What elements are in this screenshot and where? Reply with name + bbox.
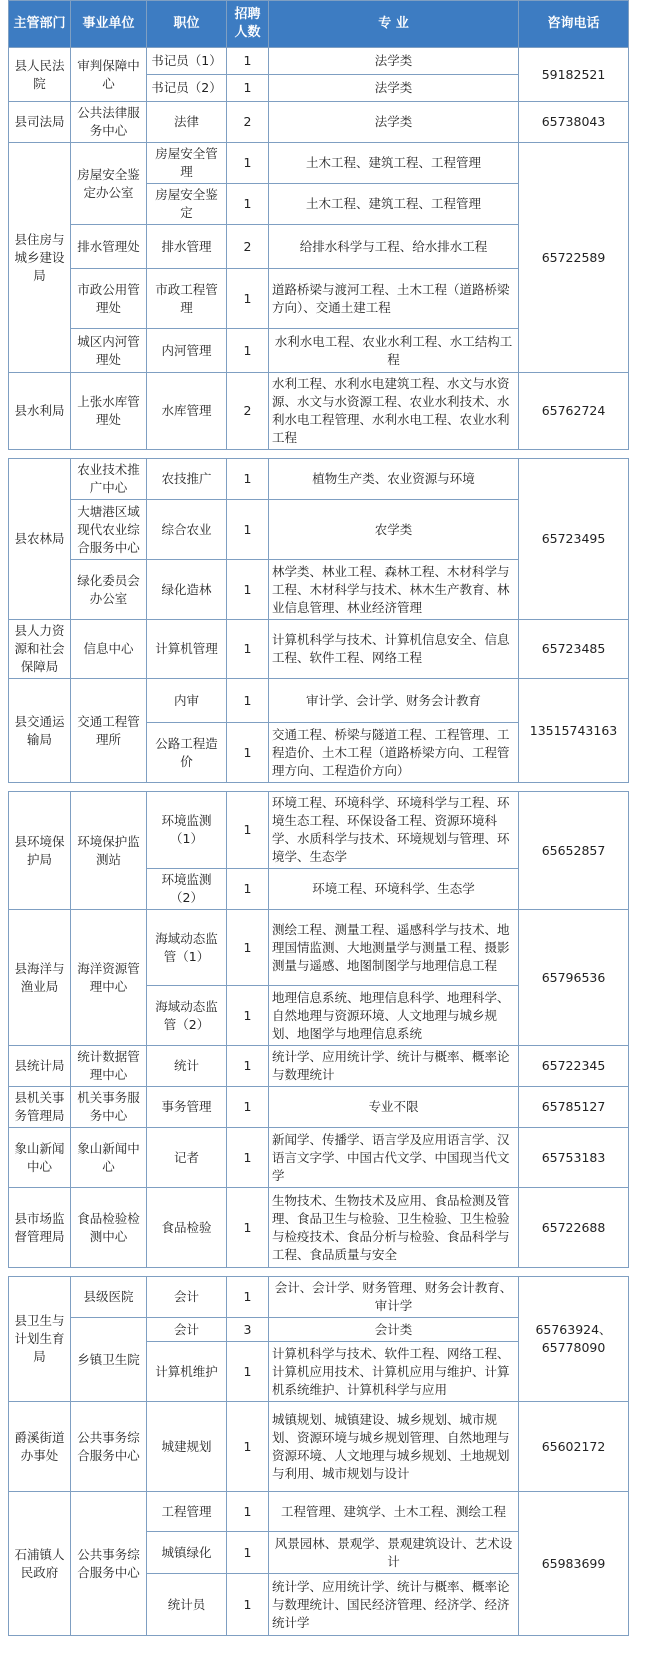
count-cell: 1 [227,75,269,102]
position-cell: 工程管理 [147,1492,227,1532]
unit-cell: 象山新闻中心 [71,1128,147,1188]
count-cell: 1 [227,329,269,373]
table-row [9,1188,629,1268]
major-cell: 计算机科学与技术、软件工程、网络工程、计算机应用技术、计算机应用与维护、计算机系统维护、计算机科学与应用 [269,1342,519,1402]
table-row [9,910,629,986]
major-cell: 林学类、林业工程、森林工程、木材科学与工程、木材科学与技术、林木生产教育、林业信息管理、林业经济管理 [269,560,519,620]
count-cell: 1 [227,792,269,869]
count-cell: 2 [227,102,269,143]
dept-cell: 县农林局 [9,459,71,620]
position-cell: 市政工程管理 [147,269,227,329]
recruitment-table-section-1 [8,0,629,450]
major-cell: 审计学、会计学、财务会计教育 [269,679,519,723]
position-cell: 绿化造林 [147,560,227,620]
unit-cell: 公共事务综合服务中心 [71,1402,147,1492]
dept-cell: 县人民法院 [9,48,71,102]
phone-cell: 65753183 [519,1128,629,1188]
dept-cell: 石浦镇人民政府 [9,1492,71,1636]
count-cell: 1 [227,910,269,986]
major-cell: 测绘工程、测量工程、遥感科学与技术、地理国情监测、大地测量学与测量工程、摄影测量与遥感、地图制图学与地理信息工程 [269,910,519,986]
dept-cell: 县市场监督管理局 [9,1188,71,1268]
position-cell: 内审 [147,679,227,723]
major-cell: 水利工程、水利水电建筑工程、水文与水资源、水文与水资源工程、农业水利技术、水利水电工程管理、水利水电工程、农业水利工程 [269,373,519,450]
table-row [9,1277,629,1318]
count-cell: 1 [227,1188,269,1268]
count-cell: 1 [227,269,269,329]
count-cell: 1 [227,1342,269,1402]
table-row [9,792,629,869]
major-cell: 统计学、应用统计学、统计与概率、概率论与数理统计 [269,1046,519,1087]
table-row [9,1402,629,1492]
position-cell: 内河管理 [147,329,227,373]
major-cell: 风景园林、景观学、景观建筑设计、艺术设计 [269,1532,519,1574]
position-cell: 环境监测（1） [147,792,227,869]
dept-cell: 县海洋与渔业局 [9,910,71,1046]
unit-cell: 信息中心 [71,620,147,679]
position-cell: 食品检验 [147,1188,227,1268]
unit-cell: 城区内河管理处 [71,329,147,373]
count-cell: 1 [227,184,269,225]
unit-cell: 房屋安全鉴定办公室 [71,143,147,225]
count-cell: 1 [227,1492,269,1532]
dept-cell: 县司法局 [9,102,71,143]
count-cell: 1 [227,869,269,910]
table-row [9,102,629,143]
dept-cell: 县水利局 [9,373,71,450]
phone-cell: 65738043 [519,102,629,143]
count-cell: 1 [227,143,269,184]
position-cell: 法律 [147,102,227,143]
major-cell: 环境工程、环境科学、生态学 [269,869,519,910]
major-cell: 会计、会计学、财务管理、财务会计教育、审计学 [269,1277,519,1318]
dept-cell: 县统计局 [9,1046,71,1087]
table-row [9,48,629,75]
table-row [9,620,629,679]
position-cell: 计算机维护 [147,1342,227,1402]
major-cell: 生物技术、生物技术及应用、食品检测及管理、食品卫生与检验、卫生检验、卫生检验与检疫技术、食品分析与检验、食品科学与工程、食品质量与安全 [269,1188,519,1268]
unit-cell: 海洋资源管理中心 [71,910,147,1046]
unit-cell: 农业技术推广中心 [71,459,147,500]
major-cell: 环境工程、环境科学、环境科学与工程、环境生态工程、环保设备工程、资源环境科学、水质科学与技术、环境规划与管理、环境学、生态学 [269,792,519,869]
header-unit: 事业单位 [71,1,147,48]
count-cell: 1 [227,1087,269,1128]
dept-cell: 县人力资源和社会保障局 [9,620,71,679]
unit-cell: 绿化委员会办公室 [71,560,147,620]
table-row [9,1128,629,1188]
major-cell: 法学类 [269,102,519,143]
phone-cell: 65763924、65778090 [519,1277,629,1402]
phone-cell: 65722589 [519,143,629,373]
position-cell: 会计 [147,1277,227,1318]
position-cell: 排水管理 [147,225,227,269]
count-cell: 1 [227,986,269,1046]
count-cell: 1 [227,1574,269,1636]
position-cell: 记者 [147,1128,227,1188]
dept-cell: 爵溪街道办事处 [9,1402,71,1492]
position-cell: 海域动态监管（2） [147,986,227,1046]
recruitment-table-container [8,0,648,1636]
phone-cell: 13515743163 [519,679,629,783]
count-cell: 1 [227,1277,269,1318]
dept-cell: 县交通运输局 [9,679,71,783]
phone-cell: 65722345 [519,1046,629,1087]
unit-cell: 公共法律服务中心 [71,102,147,143]
count-cell: 1 [227,48,269,75]
table-row [9,459,629,500]
unit-cell: 排水管理处 [71,225,147,269]
major-cell: 植物生产类、农业资源与环境 [269,459,519,500]
major-cell: 法学类 [269,75,519,102]
table-row [9,679,629,723]
table-row [9,1046,629,1087]
dept-cell: 县住房与城乡建设局 [9,143,71,373]
major-cell: 道路桥梁与渡河工程、土木工程（道路桥梁方向）、交通土建工程 [269,269,519,329]
position-cell: 公路工程造价 [147,723,227,783]
count-cell: 2 [227,225,269,269]
position-cell: 计算机管理 [147,620,227,679]
major-cell: 交通工程、桥梁与隧道工程、工程管理、工程造价、土木工程（道路桥梁方向、工程管理方向、工程造价方向） [269,723,519,783]
major-cell: 法学类 [269,48,519,75]
major-cell: 会计类 [269,1318,519,1342]
count-cell: 1 [227,679,269,723]
phone-cell: 65602172 [519,1402,629,1492]
major-cell: 土木工程、建筑工程、工程管理 [269,184,519,225]
header-dept: 主管部门 [9,1,71,48]
position-cell: 房屋安全鉴定 [147,184,227,225]
position-cell: 房屋安全管理 [147,143,227,184]
unit-cell: 市政公用管理处 [71,269,147,329]
unit-cell: 统计数据管理中心 [71,1046,147,1087]
major-cell: 城镇规划、城镇建设、城乡规划、城市规划、资源环境与城乡规划管理、自然地理与资源环境、人文地理与城乡规划、土地规划与利用、城市规划与设计 [269,1402,519,1492]
phone-cell: 65983699 [519,1492,629,1636]
unit-cell: 环境保护监测站 [71,792,147,910]
count-cell: 1 [227,1128,269,1188]
major-cell: 地理信息系统、地理信息科学、地理科学、自然地理与资源环境、人文地理与城乡规划、地图学与地理信息系统 [269,986,519,1046]
dept-cell: 象山新闻中心 [9,1128,71,1188]
recruitment-table-section-3 [8,791,629,1268]
recruitment-table-section-2 [8,458,629,783]
position-cell: 环境监测（2） [147,869,227,910]
position-cell: 海域动态监管（1） [147,910,227,986]
header-position: 职位 [147,1,227,48]
position-cell: 书记员（2） [147,75,227,102]
count-cell: 1 [227,1402,269,1492]
dept-cell: 县环境保护局 [9,792,71,910]
count-cell: 1 [227,1046,269,1087]
major-cell: 工程管理、建筑学、土木工程、测绘工程 [269,1492,519,1532]
count-cell: 1 [227,459,269,500]
header-phone: 咨询电话 [519,1,629,48]
recruitment-table-section-4 [8,1276,629,1636]
position-cell: 书记员（1） [147,48,227,75]
table-row [9,1087,629,1128]
count-cell: 1 [227,1532,269,1574]
position-cell: 会计 [147,1318,227,1342]
position-cell: 农技推广 [147,459,227,500]
unit-cell: 机关事务服务中心 [71,1087,147,1128]
dept-cell: 县卫生与计划生育局 [9,1277,71,1402]
position-cell: 综合农业 [147,500,227,560]
header-major: 专 业 [269,1,519,48]
phone-cell: 65785127 [519,1087,629,1128]
unit-cell: 交通工程管理所 [71,679,147,783]
major-cell: 土木工程、建筑工程、工程管理 [269,143,519,184]
table-row [9,1492,629,1532]
unit-cell: 审判保障中心 [71,48,147,102]
header-count: 招聘人数 [227,1,269,48]
count-cell: 3 [227,1318,269,1342]
table-row [9,143,629,184]
phone-cell: 65762724 [519,373,629,450]
major-cell: 新闻学、传播学、语言学及应用语言学、汉语言文字学、中国古代文学、中国现当代文学 [269,1128,519,1188]
count-cell: 1 [227,620,269,679]
position-cell: 事务管理 [147,1087,227,1128]
unit-cell: 乡镇卫生院 [71,1318,147,1402]
unit-cell: 上张水库管理处 [71,373,147,450]
major-cell: 水利水电工程、农业水利工程、水工结构工程 [269,329,519,373]
phone-cell: 65796536 [519,910,629,1046]
phone-cell: 65652857 [519,792,629,910]
count-cell: 1 [227,560,269,620]
major-cell: 专业不限 [269,1087,519,1128]
major-cell: 农学类 [269,500,519,560]
unit-cell: 县级医院 [71,1277,147,1318]
count-cell: 1 [227,723,269,783]
unit-cell: 公共事务综合服务中心 [71,1492,147,1636]
position-cell: 水库管理 [147,373,227,450]
position-cell: 城建规划 [147,1402,227,1492]
table-row [9,373,629,450]
phone-cell: 59182521 [519,48,629,102]
phone-cell: 65722688 [519,1188,629,1268]
unit-cell: 食品检验检测中心 [71,1188,147,1268]
count-cell: 2 [227,373,269,450]
major-cell: 计算机科学与技术、计算机信息安全、信息工程、软件工程、网络工程 [269,620,519,679]
unit-cell: 大塘港区域现代农业综合服务中心 [71,500,147,560]
phone-cell: 65723485 [519,620,629,679]
position-cell: 统计 [147,1046,227,1087]
header-row [9,1,629,48]
position-cell: 统计员 [147,1574,227,1636]
phone-cell: 65723495 [519,459,629,620]
position-cell: 城镇绿化 [147,1532,227,1574]
major-cell: 给排水科学与工程、给水排水工程 [269,225,519,269]
count-cell: 1 [227,500,269,560]
major-cell: 统计学、应用统计学、统计与概率、概率论与数理统计、国民经济管理、经济学、经济统计学 [269,1574,519,1636]
dept-cell: 县机关事务管理局 [9,1087,71,1128]
